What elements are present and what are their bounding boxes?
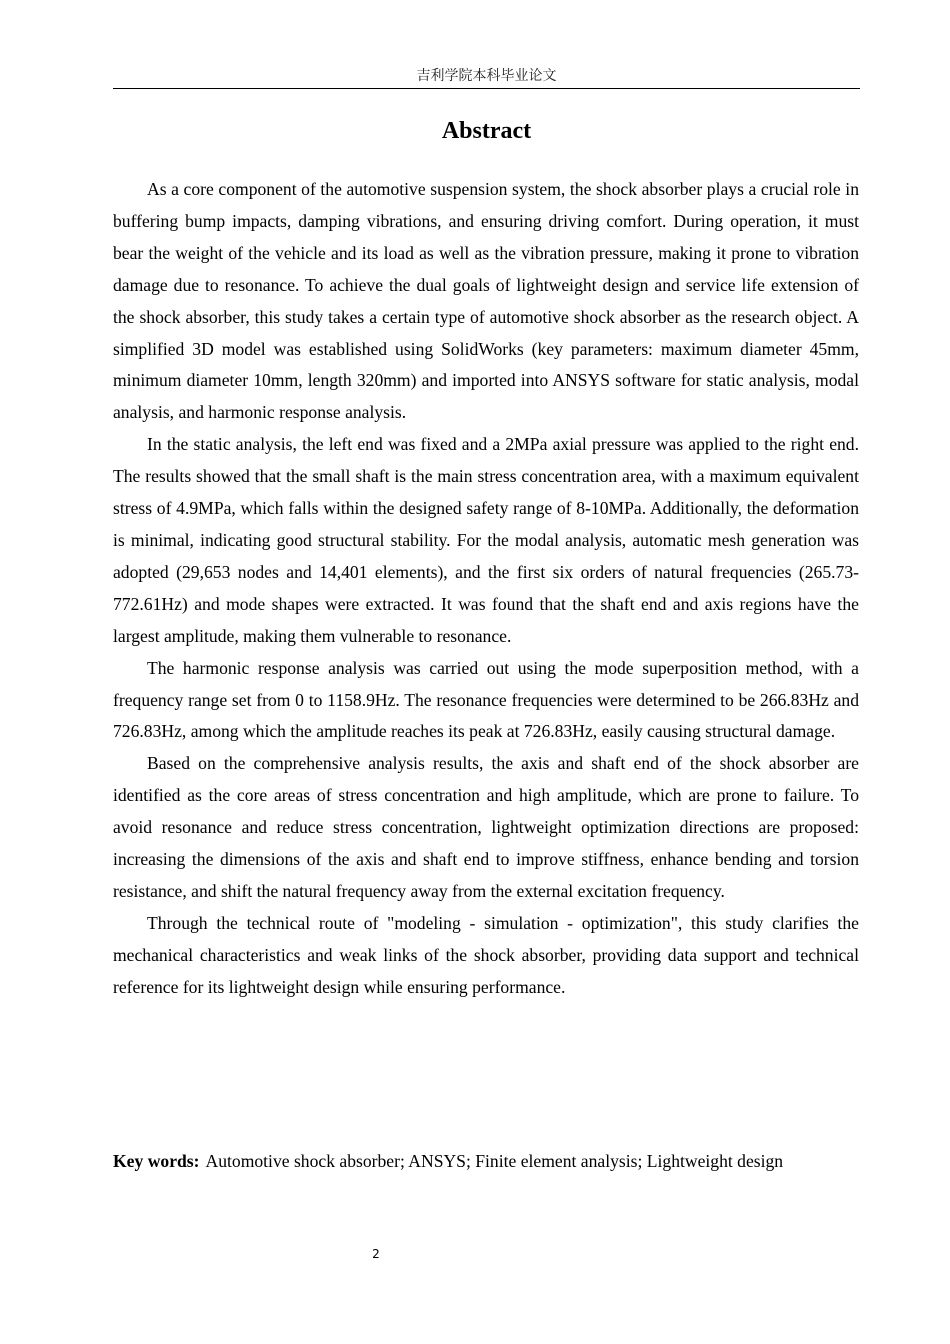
running-header: 吉利学院本科毕业论文 xyxy=(416,68,557,84)
keywords-line xyxy=(113,1146,860,1177)
keywords-text: Automotive shock absorber; ANSYS; Finite element analysis; Lightweight design xyxy=(205,1151,784,1171)
abstract-title: Abstract xyxy=(441,118,532,144)
abstract-paragraph: Based on the comprehensive analysis results, the axis and shaft end of the shock absorber are identified as the core areas of stress concentration and high amplitude, which are prone to failure. To avoid resonance and reduce stress concentration, lightweight optimization directions are proposed: increasing the dimensions of the axis and shaft end to improve stiffness, enhance bending and torsion resistance, and shift the natural frequency away from the external excitation frequency. xyxy=(113,753,859,901)
keywords-label: Key words: xyxy=(113,1151,200,1171)
abstract-paragraph: In the static analysis, the left end was fixed and a 2MPa axial pressure was applied to the right end. The results showed that the small shaft is the main stress concentration area, with a maximum equivalent stress of 4.9MPa, which falls within the designed safety range of 8-10MPa. Additionally, the deformation is minimal, indicating good structural stability. For the modal analysis, automatic mesh generation was adopted (29,653 nodes and 14,401 elements), and the first six orders of natural frequencies (265.73-772.61Hz) and mode shapes were extracted. It was found that the shaft end and axis regions have the largest amplitude, making them vulnerable to resonance. xyxy=(113,434,859,646)
header-rule xyxy=(113,88,860,89)
page-number: 2 xyxy=(372,1247,380,1261)
abstract-body xyxy=(113,174,859,1004)
abstract-paragraph: As a core component of the automotive suspension system, the shock absorber plays a crucial role in buffering bump impacts, damping vibrations, and ensuring driving comfort. During operation, it must bear the weight of the vehicle and its load as well as the vibration pressure, making it prone to vibration damage due to resonance. To achieve the dual goals of lightweight design and service life extension of the shock absorber, this study takes a certain type of automotive shock absorber as the research object. A simplified 3D model was established using SolidWorks (key parameters: maximum diameter 45mm, minimum diameter 10mm, length 320mm) and imported into ANSYS software for static analysis, modal analysis, and harmonic response analysis. xyxy=(113,179,859,423)
abstract-paragraph: Through the technical route of "modeling - simulation - optimization", this study clarifies the mechanical characteristics and weak links of the shock absorber, providing data support and technical reference for its lightweight design while ensuring performance. xyxy=(113,912,859,997)
abstract-paragraph: The harmonic response analysis was carried out using the mode superposition method, with a frequency range set from 0 to 1158.9Hz. The resonance frequencies were determined to be 266.83Hz and 726.83Hz, among which the amplitude reaches its peak at 726.83Hz, easily causing structural damage. xyxy=(113,657,859,742)
